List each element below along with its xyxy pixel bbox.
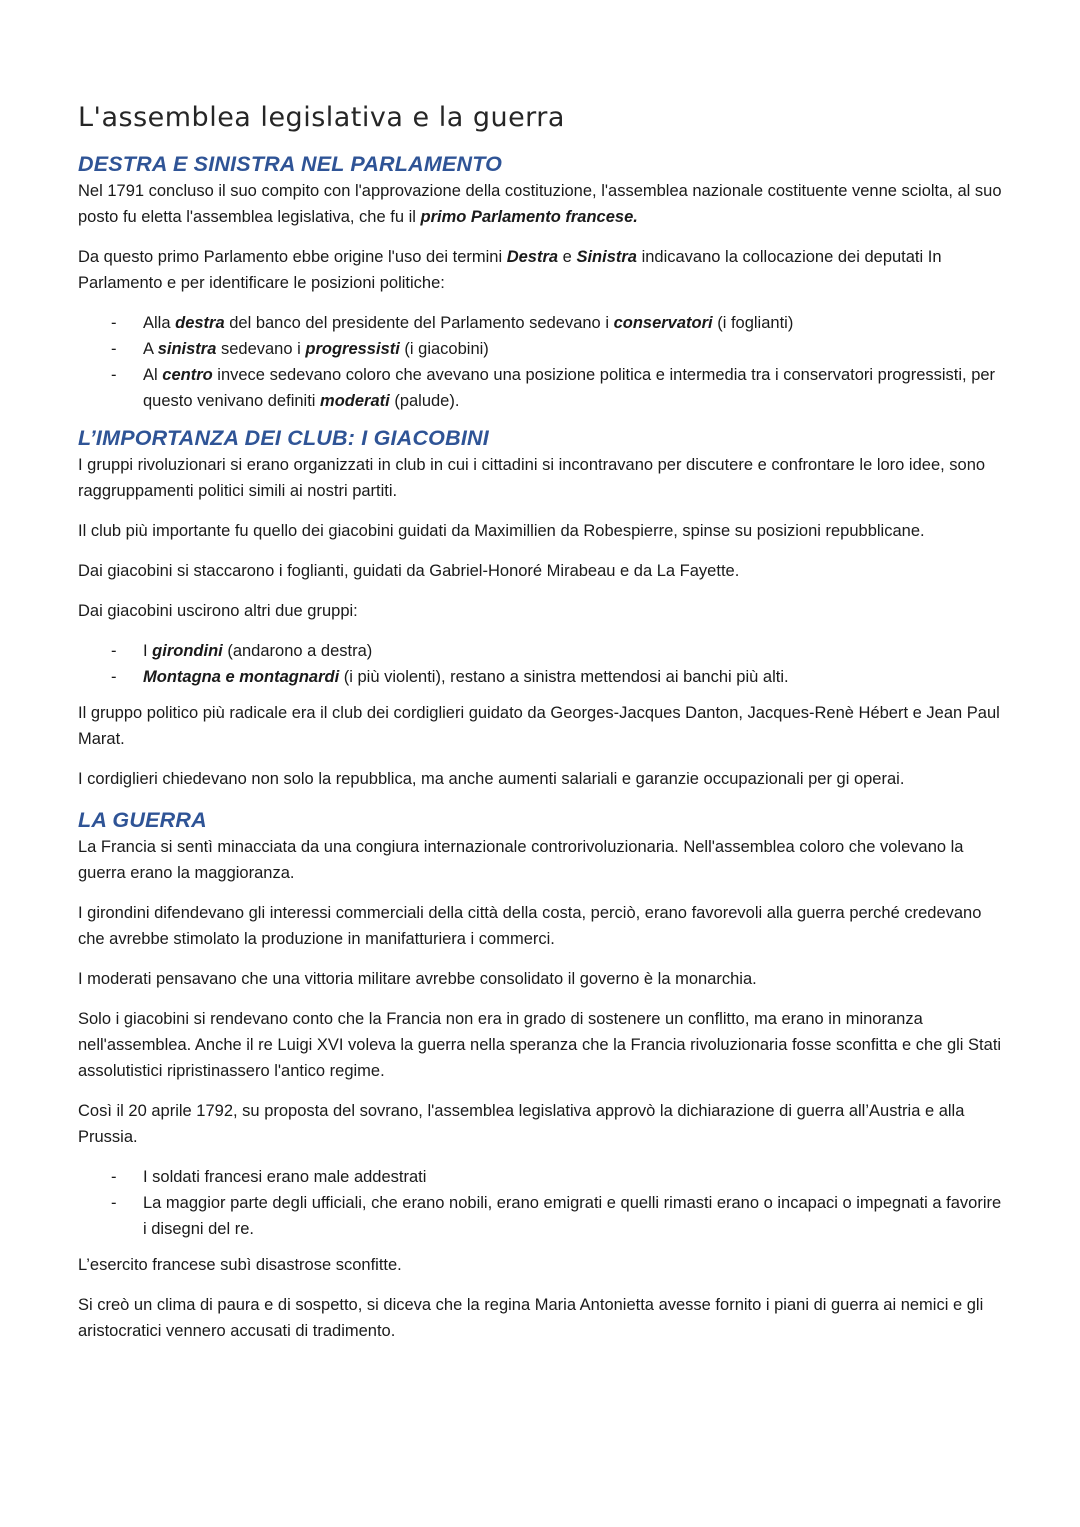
paragraph: I cordiglieri chiedevano non solo la repubblica, ma anche aumenti salariali e garanzie occupazionali per gi operai. bbox=[78, 770, 905, 788]
list-item: - A sinistra sedevano i progressisti (i giacobini) bbox=[78, 336, 1008, 362]
parliament-positions-list bbox=[78, 310, 1008, 414]
paragraph: Solo i giacobini si rendevano conto che la Francia non era in grado di sostenere un conflitto, ma erano in minoranza nell'assemblea. Anche il re Luigi XVI voleva la guerra nella speranza che la Francia rivoluzionaria fosse sconfitta e che gli Stati assolutistici ripristinassero l'antico regime. bbox=[78, 1010, 1002, 1080]
list-item: - I soldati francesi erano male addestrati bbox=[78, 1164, 1008, 1190]
groups-list bbox=[78, 638, 1008, 690]
section-heading-club-giacobini: L’IMPORTANZA DEI CLUB: I GIACOBINI bbox=[78, 426, 489, 450]
paragraph: Dai giacobini uscirono altri due gruppi: bbox=[78, 602, 358, 620]
document-title: L'assemblea legislativa e la guerra bbox=[78, 102, 565, 133]
paragraph: Il club più importante fu quello dei giacobini guidati da Maximillien da Robespierre, spinse su posizioni repubblicane. bbox=[78, 522, 925, 540]
paragraph: Nel 1791 concluso il suo compito con l'approvazione della costituzione, l'assemblea nazionale costituente venne sciolta, al suo posto fu eletta l'assemblea legislativa, che fu il primo Parlamento francese. bbox=[78, 182, 1002, 226]
list-item: - I girondini (andarono a destra) bbox=[78, 638, 1008, 664]
section-heading-guerra: LA GUERRA bbox=[78, 808, 207, 832]
paragraph: Da questo primo Parlamento ebbe origine l'uso dei termini Destra e Sinistra indicavano la collocazione dei deputati In Parlamento e per identificare le posizioni politiche: bbox=[78, 248, 942, 292]
list-item: - Al centro invece sedevano coloro che avevano una posizione politica e intermedia tra i conservatori progressisti, per questo venivano definiti moderati (palude). bbox=[78, 362, 1008, 414]
paragraph: L’esercito francese subì disastrose sconfitte. bbox=[78, 1256, 402, 1274]
paragraph: I moderati pensavano che una vittoria militare avrebbe consolidato il governo è la monarchia. bbox=[78, 970, 757, 988]
paragraph: La Francia si sentì minacciata da una congiura internazionale controrivoluzionaria. Nell'assemblea coloro che volevano la guerra erano la maggioranza. bbox=[78, 838, 964, 882]
paragraph: Così il 20 aprile 1792, su proposta del sovrano, l'assemblea legislativa approvò la dichiarazione di guerra all’Austria e alla Prussia. bbox=[78, 1102, 965, 1146]
army-problems-list bbox=[78, 1164, 1008, 1242]
document-page bbox=[78, 100, 1008, 1358]
paragraph: I girondini difendevano gli interessi commerciali della città della costa, perciò, erano favorevoli alla guerra perché credevano che avrebbe stimolato la produzione in manifatturiera i commerci. bbox=[78, 904, 982, 948]
paragraph: I gruppi rivoluzionari si erano organizzati in club in cui i cittadini si incontravano per discutere e confrontare le loro idee, sono raggruppamenti politici simili ai nostri partiti. bbox=[78, 456, 986, 500]
list-item: - La maggior parte degli ufficiali, che erano nobili, erano emigrati e quelli rimasti erano o incapaci o impegnati a favorire i disegni del re. bbox=[78, 1190, 1008, 1242]
paragraph: Dai giacobini si staccarono i foglianti, guidati da Gabriel-Honoré Mirabeau e da La Fayette. bbox=[78, 562, 740, 580]
list-item: - Montagna e montagnardi (i più violenti), restano a sinistra mettendosi ai banchi più alti. bbox=[78, 664, 1008, 690]
section-heading-destra-sinistra: DESTRA E SINISTRA NEL PARLAMENTO bbox=[78, 152, 503, 176]
list-item: - Alla destra del banco del presidente del Parlamento sedevano i conservatori (i foglianti) bbox=[78, 310, 1008, 336]
paragraph: Si creò un clima di paura e di sospetto, si diceva che la regina Maria Antonietta avesse fornito i piani di guerra ai nemici e gli aristocratici vennero accusati di tradimento. bbox=[78, 1296, 984, 1340]
paragraph: Il gruppo politico più radicale era il club dei cordiglieri guidato da Georges-Jacques Danton, Jacques-Renè Hébert e Jean Paul Marat. bbox=[78, 704, 1000, 748]
